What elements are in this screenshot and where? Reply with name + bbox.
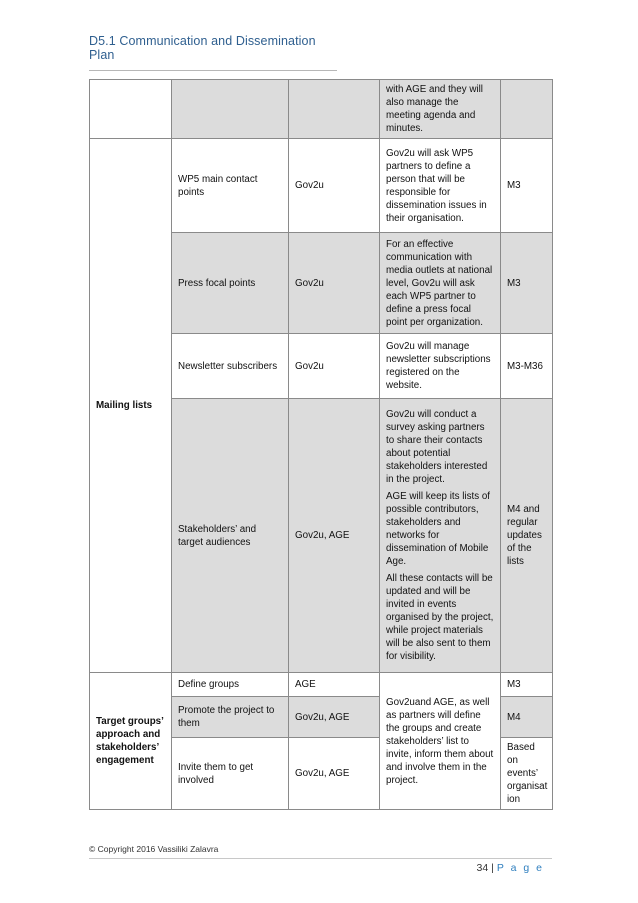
category-mailing-lists: Mailing lists xyxy=(90,139,172,673)
timing-cell: M3 xyxy=(501,233,553,334)
target-cell: Newsletter subscribers xyxy=(172,334,289,399)
target-cell: WP5 main contact points xyxy=(172,139,289,233)
timing-cell: M3 xyxy=(501,673,553,697)
category-cell-empty xyxy=(90,80,172,139)
responsible-cell: Gov2u, AGE xyxy=(289,738,380,810)
page-header xyxy=(89,34,337,71)
action-cell: with AGE and they will also manage the meeting agenda and minutes. xyxy=(380,80,501,139)
action-cell-shared: Gov2uand AGE, as well as partners will define the groups and create stakeholders’ list to invite, inform them about and involve them in the project. xyxy=(380,673,501,810)
action-paragraph: Gov2u will conduct a survey asking partners to share their contacts about potential stakeholders interested in the project. xyxy=(386,409,488,485)
target-cell: Press focal points xyxy=(172,233,289,334)
header-divider xyxy=(89,70,337,71)
action-cell: For an effective communication with media outlets at national level, Gov2u will ask each WP5 partner to define a press focal point per organization. xyxy=(380,233,501,334)
copyright-notice: © Copyright 2016 Vassiliki Zalavra xyxy=(89,844,219,854)
responsible-cell: Gov2u xyxy=(289,139,380,233)
action-cell: Gov2u will manage newsletter subscriptions registered on the website. xyxy=(380,334,501,399)
responsible-cell: Gov2u, AGE xyxy=(289,399,380,673)
target-cell-empty xyxy=(172,80,289,139)
timing-cell: M4 xyxy=(501,697,553,738)
footer-divider xyxy=(89,858,552,859)
communication-plan-table xyxy=(89,79,553,810)
timing-cell: M3-M36 xyxy=(501,334,553,399)
target-cell: Define groups xyxy=(172,673,289,697)
timing-cell: M3 xyxy=(501,139,553,233)
responsible-cell: Gov2u xyxy=(289,233,380,334)
timing-cell: M4 and regular updates of the lists xyxy=(501,399,553,673)
page-label: P a g e xyxy=(496,862,544,874)
page-number xyxy=(476,862,544,874)
action-paragraph: AGE will keep its lists of possible contributors, stakeholders and networks for dissemination of Mobile Age. xyxy=(386,491,490,567)
action-paragraph: All these contacts will be updated and will be invited in events organised by the project, while project materials will be also sent to them for visibility. xyxy=(386,573,494,662)
page-separator: | xyxy=(491,862,494,874)
action-cell: Gov2u will ask WP5 partners to define a person that will be responsible for dissemination issues in their organisation. xyxy=(380,139,501,233)
target-cell: Invite them to get involved xyxy=(172,738,289,810)
table-row-continued xyxy=(90,80,553,139)
responsible-cell: AGE xyxy=(289,673,380,697)
target-cell: Promote the project to them xyxy=(172,697,289,738)
timing-cell-empty xyxy=(501,80,553,139)
target-cell: Stakeholders’ and target audiences xyxy=(172,399,289,673)
action-cell xyxy=(380,399,501,673)
responsible-cell: Gov2u, AGE xyxy=(289,697,380,738)
timing-cell: Based on events’ organisat ion xyxy=(501,738,553,810)
document-title: D5.1 Communication and Dissemination Plan xyxy=(89,34,316,62)
table-row xyxy=(90,139,553,233)
category-target-groups: Target groups’ approach and stakeholders’ engagement xyxy=(90,673,172,810)
page-number-value: 34 xyxy=(476,862,489,874)
table-row xyxy=(90,673,553,697)
responsible-cell: Gov2u xyxy=(289,334,380,399)
responsible-cell-empty xyxy=(289,80,380,139)
